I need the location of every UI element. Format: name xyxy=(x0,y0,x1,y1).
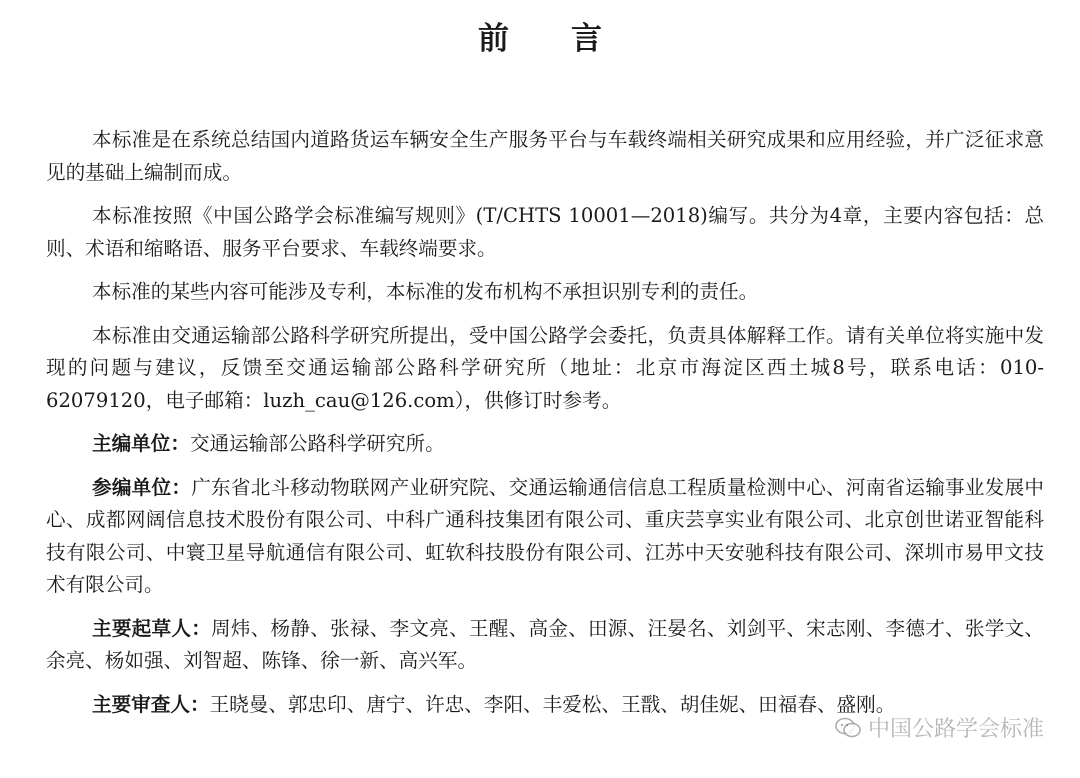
chief-editor-value: 交通运输部公路科学研究所。 xyxy=(189,432,445,455)
reviewers-line xyxy=(46,689,1044,722)
co-editors-line xyxy=(46,472,1044,602)
chief-editor-label: 主编单位： xyxy=(92,432,190,455)
reviewers-label: 主要审查人： xyxy=(92,692,210,716)
watermark-text: 中国公路学会标准 xyxy=(867,717,1044,742)
paragraph-basis: 本标准是在系统总结国内道路货运车辆安全生产服务平台与车载终端相关研究成果和应用经验，并广泛征求意见的基础上编制而成。 xyxy=(46,128,1044,184)
drafters-label: 主要起草人： xyxy=(92,616,212,640)
drafters-line xyxy=(46,613,1044,678)
reviewers-value: 王晓曼、郭忠印、唐宁、许忠、李阳、丰爱松、王戬、胡佳妮、田福春、盛刚。 xyxy=(209,692,896,716)
co-editors-label: 参编单位： xyxy=(92,475,192,499)
paragraph-patent: 本标准的某些内容可能涉及专利，本标准的发布机构不承担识别专利的责任。 xyxy=(92,280,759,303)
drafters-value: 周炜、杨静、张禄、李文亮、王醒、高金、田源、汪晏名、刘剑平、宋志刚、李德才、张学文、余亮、杨如强、刘智超、陈锋、徐一新、高兴军。 xyxy=(46,616,1044,672)
page-title: 前言 xyxy=(478,21,664,57)
paragraph-structure: 本标准按照《中国公路学会标准编写规则》(T/CHTS 10001—2018)编写。共分为4章，主要内容包括：总则、术语和缩略语、服务平台要求、车载终端要求。 xyxy=(46,204,1044,260)
chief-editor-line xyxy=(46,428,1044,461)
co-editors-value: 广东省北斗移动物联网产业研究院、交通运输通信信息工程质量检测中心、河南省运输事业发展中心、成都网阔信息技术股份有限公司、中科广通科技集团有限公司、重庆芸享实业有限公司、北京创世诺亚智能科技有限公司、中寰卫星导航通信有限公司、虹软科技股份有限公司、江苏中天安驰科技有限公司、深圳市易甲文技术有限公司。 xyxy=(46,475,1045,596)
preface-body xyxy=(46,124,1044,732)
paragraph-contact: 本标准由交通运输部公路科学研究所提出，受中国公路学会委托，负责具体解释工作。请有关单位将实施中发现的问题与建议，反馈至交通运输部公路科学研究所（地址：北京市海淀区西土城8号，联系电话：010-62079120，电子邮箱：luzh_cau@126.com），供修订时参考。 xyxy=(46,323,1044,412)
